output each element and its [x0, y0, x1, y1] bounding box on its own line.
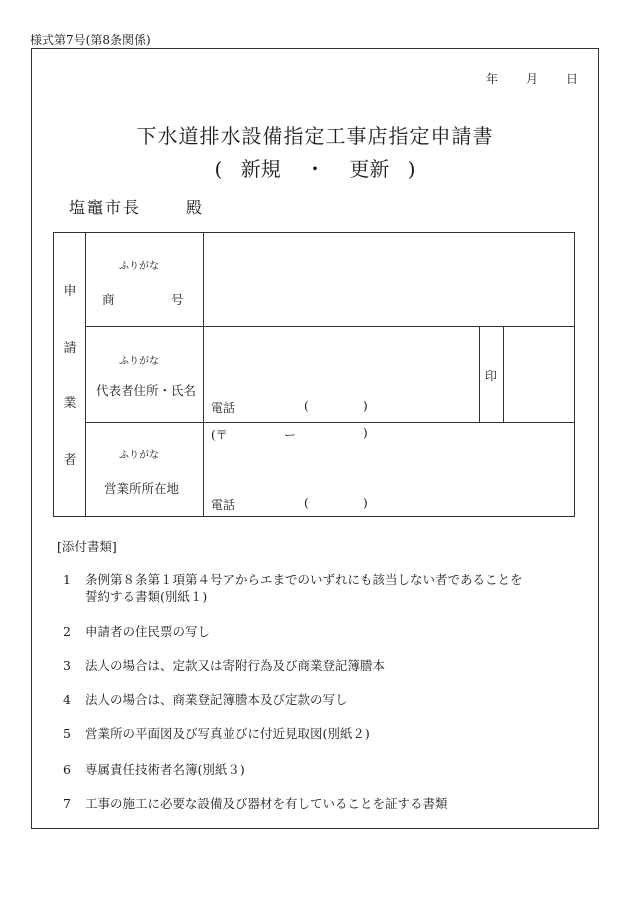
attachment-text: 法人の場合は、定款又は寄附行為及び商業登記簿謄本	[85, 658, 386, 673]
form-title: 下水道排水設備指定工事店指定申請書	[136, 124, 494, 148]
attachment-item	[63, 724, 370, 742]
attachment-num: 1	[63, 572, 71, 587]
attachment-text: 申請者の住民票の写し	[85, 624, 211, 639]
attachment-item	[63, 656, 385, 674]
trade-name-label-cell	[86, 233, 204, 327]
date-month: 月	[526, 72, 539, 86]
attachment-num: 3	[63, 658, 71, 673]
representative-phone-close: )	[363, 399, 368, 413]
attachment-text: 営業所の平面図及び写真並びに付近見取図(別紙２)	[85, 726, 370, 741]
attachment-num: 4	[63, 692, 71, 707]
representative-label-cell	[86, 327, 204, 423]
seal-label-cell	[480, 327, 504, 423]
date-year: 年	[486, 72, 499, 86]
office-postal-close: )	[363, 426, 368, 440]
office-label-cell	[86, 423, 204, 517]
attachment-text: 条例第８条第１項第４号アからエまでのいずれにも該当しない者であることを	[85, 572, 523, 587]
form-number: 様式第7号(第8条関係)	[30, 33, 151, 47]
attachment-item	[63, 570, 523, 604]
office-field[interactable]	[204, 423, 575, 517]
attachment-text-cont: 誓約する書類(別紙１)	[85, 589, 208, 604]
attachment-num: 6	[63, 762, 71, 777]
office-label: 営業所所在地	[104, 481, 180, 496]
seal-field[interactable]	[504, 327, 575, 423]
attachment-item	[63, 622, 210, 640]
representative-label: 代表者住所・氏名	[96, 383, 197, 398]
vertical-char-3: 業	[63, 396, 77, 411]
attachment-num: 7	[63, 796, 71, 811]
subtitle-renew: 更新	[349, 157, 390, 181]
representative-furigana: ふりがな	[119, 356, 159, 367]
trade-name-furigana: ふりがな	[119, 261, 159, 272]
addressee-name: 塩竈市長	[69, 198, 142, 217]
subtitle-close: )	[407, 157, 416, 181]
office-phone-open: (	[304, 496, 309, 510]
vertical-char-4: 者	[63, 453, 77, 468]
trade-name-field[interactable]	[204, 233, 575, 327]
attachment-item	[63, 794, 448, 812]
attachment-text: 法人の場合は、商業登記簿謄本及び定款の写し	[85, 692, 348, 707]
office-postal-open: (〒	[211, 428, 228, 442]
trade-name-label-a: 商	[102, 292, 115, 307]
representative-field[interactable]	[204, 327, 480, 423]
addressee	[69, 195, 205, 218]
attachment-item	[63, 690, 348, 708]
attachment-text: 専属責任技術者名簿(別紙３)	[85, 762, 245, 777]
trade-name-label-b: 号	[171, 292, 184, 307]
office-postal-dash: ー	[284, 428, 297, 442]
applicant-table	[53, 232, 575, 517]
vertical-char-2: 請	[63, 341, 77, 356]
office-phone-label: 電話	[211, 498, 236, 512]
vertical-char-1: 申	[63, 284, 77, 299]
attachment-num: 2	[63, 624, 71, 639]
representative-phone-label: 電話	[211, 401, 236, 415]
attachment-item	[63, 760, 245, 778]
subtitle-new: 新規	[240, 157, 281, 181]
subtitle-dot: ・	[305, 157, 325, 181]
attachment-num: 5	[63, 726, 71, 741]
representative-phone-open: (	[304, 399, 309, 413]
addressee-honorific: 殿	[186, 198, 205, 217]
seal-label: 印	[485, 369, 498, 383]
applicant-vertical-label	[54, 233, 86, 517]
office-phone-close: )	[363, 496, 368, 510]
subtitle-open: (	[214, 157, 223, 181]
date-day: 日	[566, 72, 579, 86]
attachments-heading: [添付書類]	[57, 539, 117, 554]
form-subtitle	[31, 153, 599, 182]
office-furigana: ふりがな	[119, 450, 159, 461]
attachment-text: 工事の施工に必要な設備及び器材を有していることを証する書類	[85, 796, 448, 811]
